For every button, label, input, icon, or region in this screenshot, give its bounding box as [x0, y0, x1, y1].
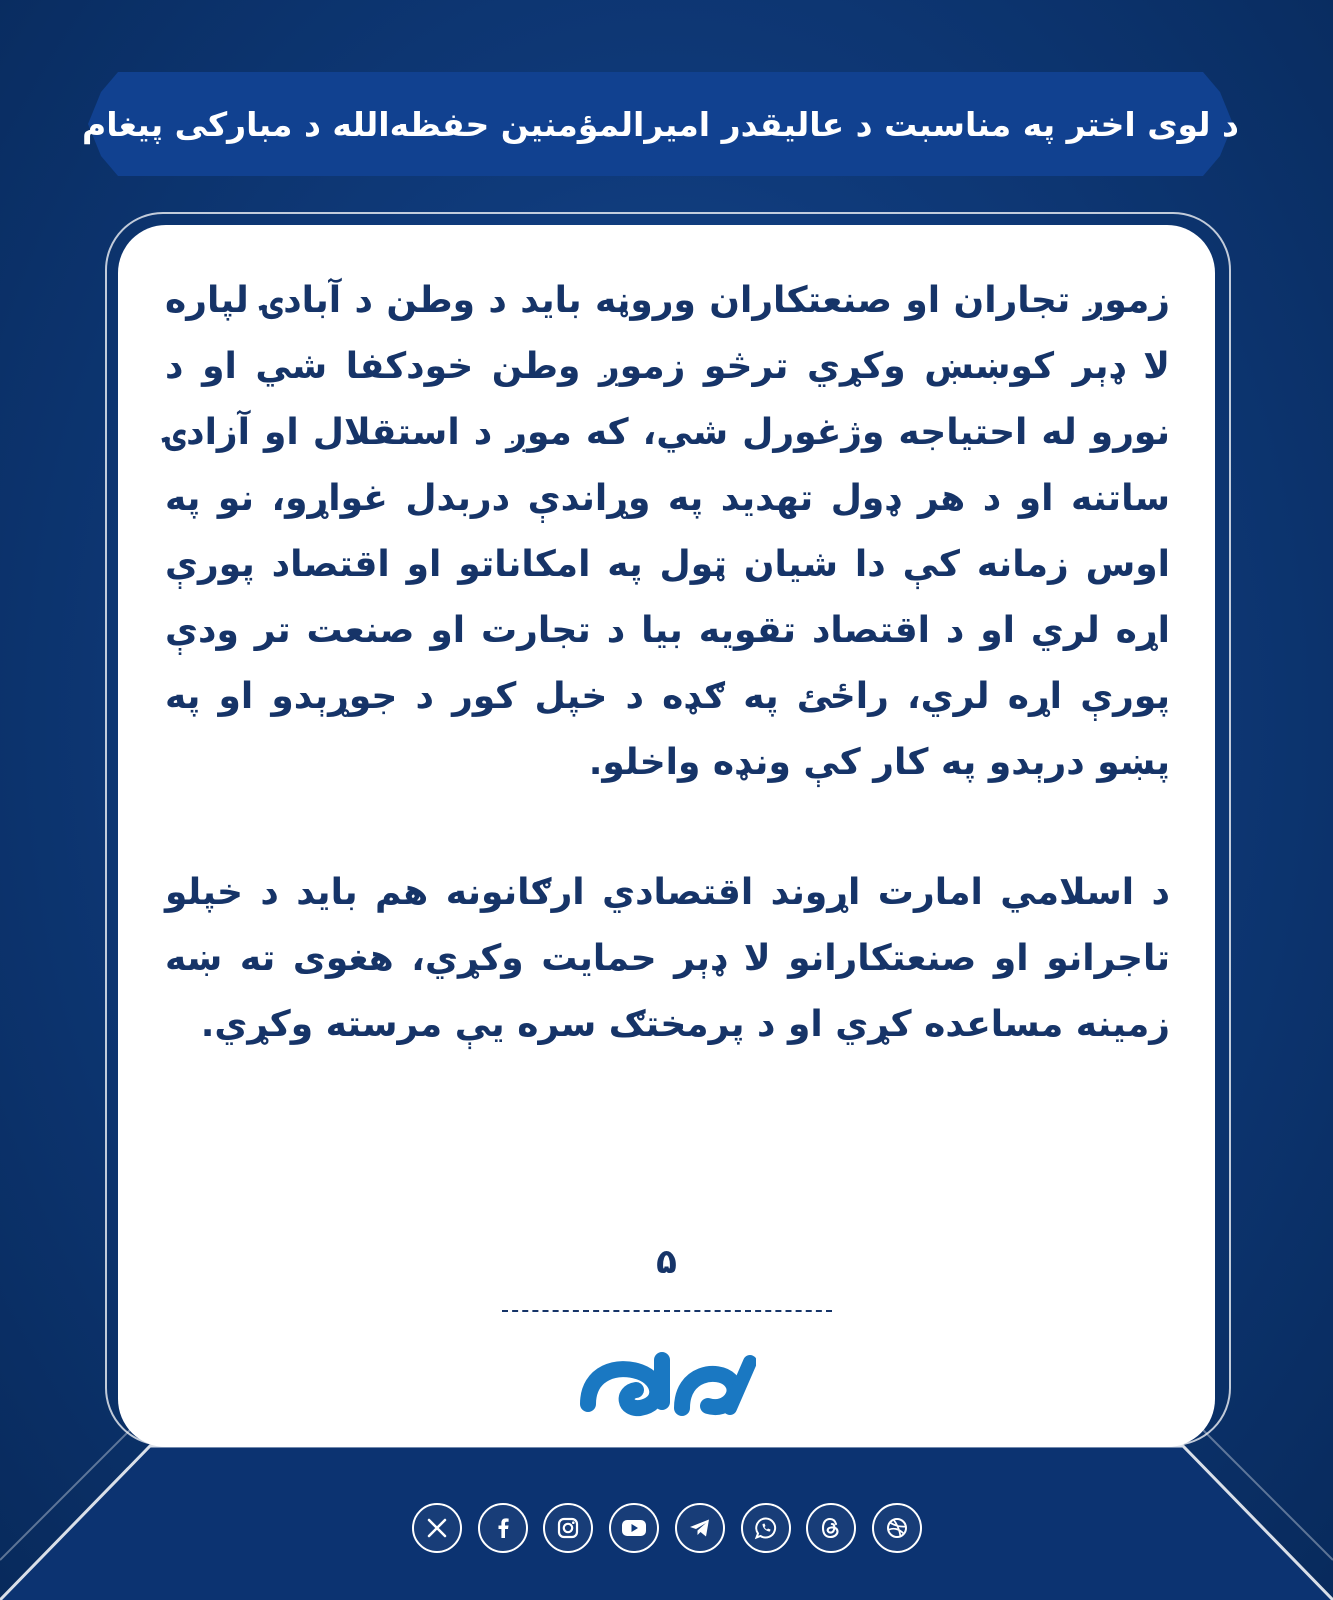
facebook-icon[interactable]	[478, 1503, 528, 1553]
mili-logo-icon	[578, 1342, 756, 1422]
youtube-icon[interactable]	[609, 1503, 659, 1553]
dribbble-icon[interactable]	[872, 1503, 922, 1553]
paragraph-2: د اسلامي امارت اړوند اقتصادي ارګانونه هم باید د خپلو تاجرانو او صنعتکارانو لا ډېر حمایت وکړي، هغوی ته ښه زمینه مساعده کړي او د پرمختګ سره یې مرسته وکړي.	[165, 872, 1170, 1045]
instagram-icon[interactable]	[543, 1503, 593, 1553]
header-title: د لوی اختر په مناسبت د عالیقدر امیرالمؤمنین حفظه‌الله د مبارکی پیغام	[82, 104, 1239, 144]
page-number: ۵	[656, 1242, 677, 1282]
social-icons	[412, 1503, 922, 1555]
header-banner	[82, 72, 1239, 176]
x-icon[interactable]	[412, 1503, 462, 1553]
message-body	[165, 268, 1170, 1122]
threads-icon[interactable]	[806, 1503, 856, 1553]
dashed-divider	[502, 1310, 832, 1312]
whatsapp-icon[interactable]	[741, 1503, 791, 1553]
telegram-icon[interactable]	[675, 1503, 725, 1553]
paragraph-1: زموږ تجاران او صنعتکاران وروڼه باید د وطن د آبادۍ لپاره لا ډېر کوښښ وکړي ترڅو زموږ وطن خودکفا شي او د نورو له احتیاجه وژغورل شي، که موږ د استقلال او آزادۍ ساتنه او د هر ډول تهدید په وړاندې دربدل غواړو، نو په اوس زمانه کې دا شیان ټول په امکاناتو او اقتصاد پورې اړه لري او د اقتصاد تقویه بیا د تجارت او صنعت تر ودې پورې اړه لري، راځئ په ګډه د خپل کور د جوړېدو او په پښو درېدو په کار کې ونډه واخلو.	[165, 280, 1170, 783]
